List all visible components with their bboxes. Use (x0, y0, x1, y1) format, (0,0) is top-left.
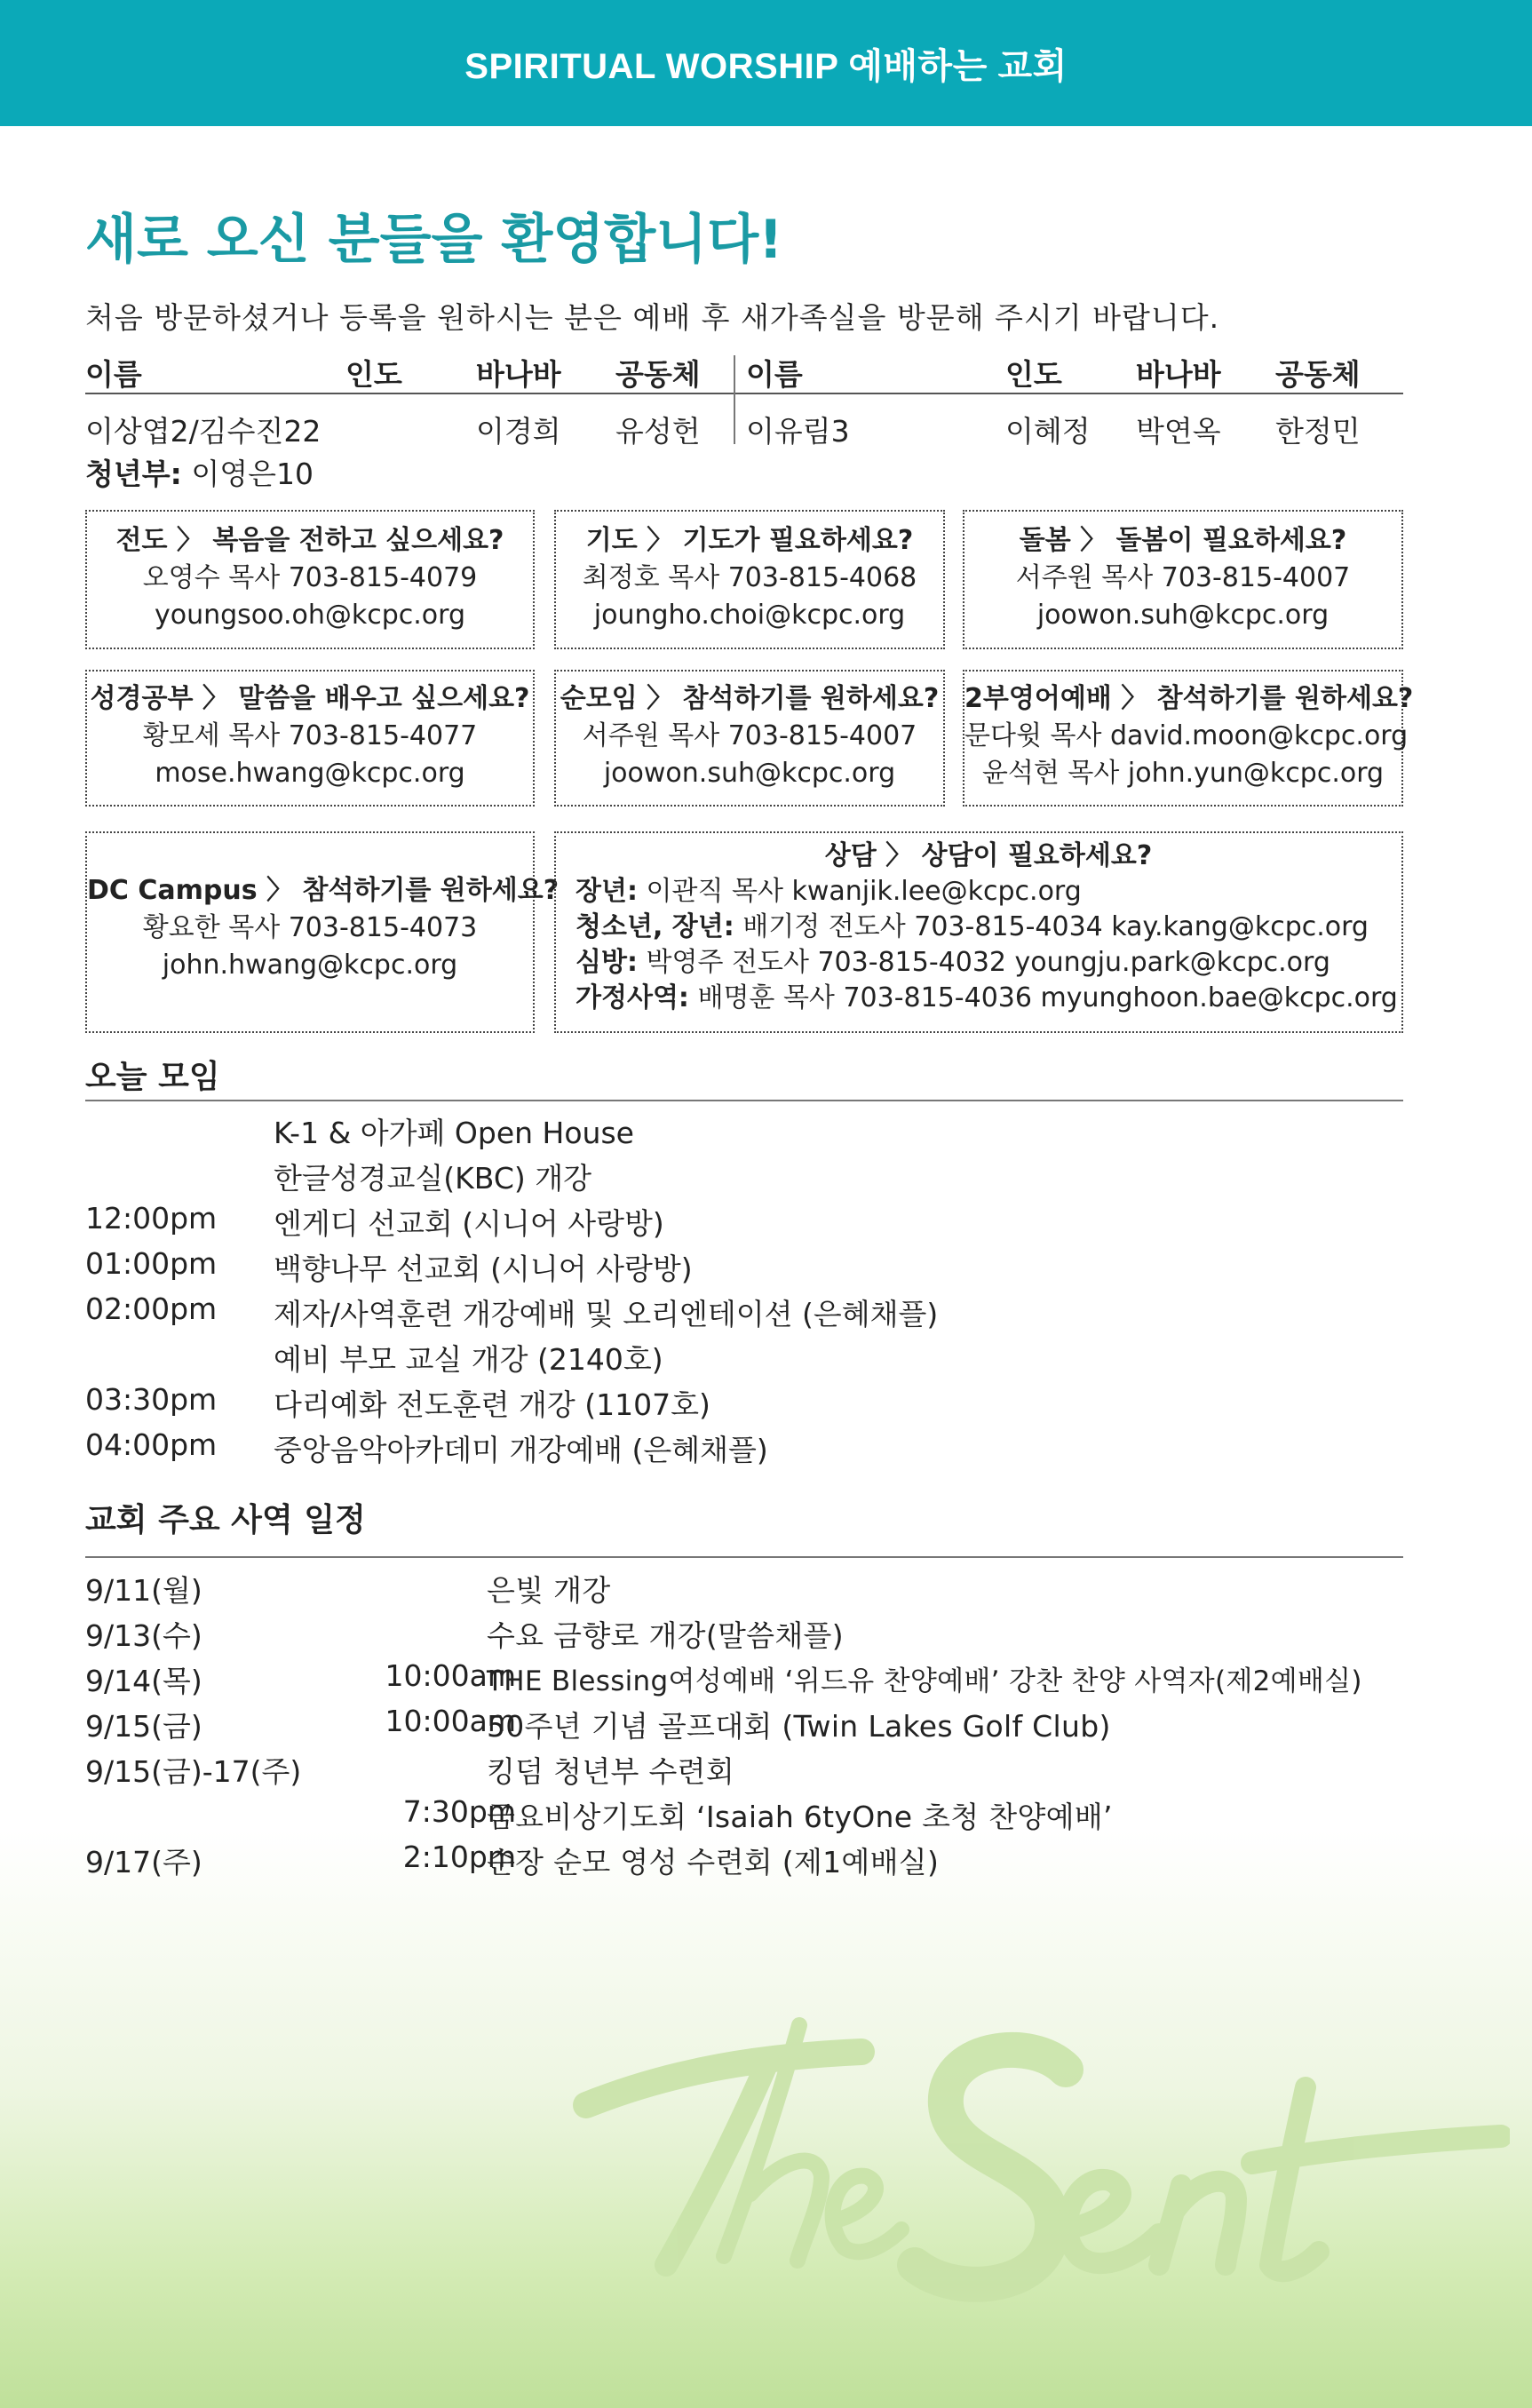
schedule-event: 킹덤 청년부 수련회 (487, 1754, 735, 1789)
contact-title: 상담 〉 상담이 필요하세요? (824, 840, 1153, 871)
table-row (85, 348, 1403, 449)
counsel-text: 배명훈 목사 703-815-4036 myunghoon.bae@kcpc.org (697, 982, 1398, 1013)
meeting-event: 제자/사역훈련 개강예배 및 오리엔테이션 (은혜채플) (274, 1297, 939, 1331)
header-bar (0, 0, 1532, 126)
contact-phone: 오영수 목사 703-815-4079 (142, 562, 478, 593)
youth-value: 이영은10 (191, 457, 314, 491)
contact-title: 순모임 〉 참석하기를 원하세요? (560, 683, 940, 714)
youth-row (85, 451, 314, 493)
schedule-title: 교회 주요 사역 일정 (85, 1502, 366, 1538)
contact-box-evangelism (85, 510, 535, 649)
header-title: SPIRITUAL WORSHIP 예배하는 교회 (464, 46, 1068, 86)
counsel-label: 심방: (575, 947, 638, 978)
meeting-time: 12:00pm (85, 1201, 218, 1236)
schedule-date: 9/15(금) (85, 1709, 202, 1744)
meeting-event: 백향나무 선교회 (시니어 사랑방) (274, 1252, 693, 1286)
meeting-event: 엔게디 선교회 (시니어 사랑방) (274, 1206, 664, 1241)
meeting-time: 02:00pm (85, 1291, 218, 1326)
contact-box-english-service (963, 670, 1414, 807)
counsel-row (575, 910, 1401, 945)
meeting-time: 03:30pm (85, 1382, 218, 1417)
schedule-time: 2:10pm (402, 1840, 516, 1874)
youth-label: 청년부: (85, 457, 182, 491)
meeting-time: 04:00pm (85, 1427, 218, 1462)
contact-email[interactable]: 윤석현 목사 john.yun@kcpc.org (981, 758, 1385, 789)
meeting-event: 다리예화 전도훈련 개강 (1107호) (274, 1387, 710, 1422)
schedule-event: 금요비상기도회 ‘Isaiah 6tyOne 초청 찬양예배’ (487, 1800, 1113, 1834)
contact-email[interactable]: john.hwang@kcpc.org (162, 950, 458, 981)
meetings-title: 오늘 모임 (85, 1059, 220, 1095)
schedule-time: 7:30pm (402, 1794, 516, 1829)
row-guide-2: 이혜정 (1005, 414, 1091, 449)
counsel-label: 청소년, 장년: (575, 911, 734, 942)
meeting-event: 예비 부모 교실 개강 (2140호) (274, 1342, 663, 1377)
counsel-text: 이관직 목사 kwanjik.lee@kcpc.org (646, 876, 1082, 907)
contact-phone: 서주원 목사 703-815-4007 (582, 720, 917, 751)
the-sent-logo (568, 1972, 1510, 2345)
welcome-note: 처음 방문하셨거나 등록을 원하시는 분은 예배 후 새가족실을 방문해 주시기 바랍니다. (85, 300, 1220, 335)
contact-email[interactable]: youngsoo.oh@kcpc.org (154, 600, 466, 631)
contact-title: 전도 〉 복음을 전하고 싶으세요? (115, 525, 504, 556)
meeting-time: 01:00pm (85, 1246, 218, 1281)
meeting-event: 한글성경교실(KBC) 개강 (274, 1161, 592, 1196)
counsel-row (575, 874, 1401, 910)
meetings-rule (85, 1100, 1403, 1101)
schedule-date: 9/13(수) (85, 1618, 202, 1653)
col-barnabas-2: 바나바 (1136, 357, 1221, 392)
new-comers-table (85, 348, 1403, 491)
contact-email[interactable]: mose.hwang@kcpc.org (155, 758, 465, 789)
contact-title: 돌봄 〉 돌봄이 필요하세요? (1019, 525, 1347, 556)
contact-box-cell-group (554, 670, 945, 807)
schedule-date: 9/14(목) (85, 1664, 202, 1698)
counsel-row (575, 945, 1401, 981)
row-barnabas: 이경희 (476, 414, 561, 449)
row-name: 이상엽2/김수진22 (85, 414, 321, 449)
counsel-text: 박영주 전도사 703-815-4032 youngju.park@kcpc.org (646, 947, 1330, 978)
counsel-row (575, 981, 1401, 1016)
schedule-date: 9/11(월) (85, 1573, 202, 1608)
schedule-event: 순장 순모 영성 수련회 (제1예배실) (487, 1845, 940, 1880)
contact-title: 성경공부 〉 말씀을 배우고 싶으세요? (90, 683, 530, 714)
contact-box-prayer (554, 510, 945, 649)
contact-box-bible-study (85, 670, 535, 807)
meeting-event: K-1 & 아가페 Open House (274, 1116, 634, 1150)
counsel-label: 가정사역: (575, 982, 689, 1013)
contact-phone: 최정호 목사 703-815-4068 (582, 562, 917, 593)
contact-title: 2부영어예배 〉 참석하기를 원하세요? (964, 683, 1414, 714)
schedule-event: 은빛 개강 (487, 1573, 611, 1608)
contact-phone: 황요한 목사 703-815-4073 (142, 912, 478, 943)
contact-email[interactable]: joungho.choi@kcpc.org (593, 600, 906, 631)
schedule-time: 10:00am (385, 1704, 516, 1738)
contact-title: DC Campus 〉 참석하기를 원하세요? (87, 875, 560, 906)
contact-phone: 황모세 목사 703-815-4077 (142, 720, 478, 751)
row-barnabas-2: 박연옥 (1136, 414, 1221, 449)
col-name: 이름 (85, 357, 142, 392)
contact-box-care (963, 510, 1403, 649)
schedule-date: 9/17(주) (85, 1845, 202, 1880)
row-name-2: 이유림3 (746, 414, 850, 449)
contact-box-dc-campus (85, 831, 560, 1033)
welcome-title: 새로 오신 분들을 환영합니다! (85, 209, 783, 271)
contact-email[interactable]: joowon.suh@kcpc.org (603, 758, 896, 789)
schedule-event: THE Blessing여성예배 ‘위드유 찬양예배’ 강찬 찬양 사역자(제2예배실) (487, 1665, 1362, 1697)
row-community: 유성헌 (615, 414, 701, 449)
contact-email[interactable]: joowon.suh@kcpc.org (1036, 600, 1330, 631)
contact-phone: 서주원 목사 703-815-4007 (1015, 562, 1351, 593)
counsel-label: 장년: (575, 876, 638, 907)
schedule-date: 9/15(금)-17(주) (85, 1754, 302, 1789)
schedule-event: 50주년 기념 골프대회 (Twin Lakes Golf Club) (487, 1709, 1111, 1744)
contact-box-counseling (554, 831, 1403, 1033)
col-guide: 인도 (345, 357, 402, 392)
schedule-rule (85, 1556, 1403, 1558)
meeting-event: 중앙음악아카데미 개강예배 (은혜채플) (274, 1433, 768, 1467)
col-name-2: 이름 (746, 357, 803, 392)
row-community-2: 한정민 (1275, 414, 1361, 449)
col-barnabas: 바나바 (476, 357, 561, 392)
contact-email[interactable]: 문다윗 목사 david.moon@kcpc.org (964, 720, 1409, 751)
schedule-event: 수요 금향로 개강(말씀채플) (487, 1618, 844, 1653)
col-guide-2: 인도 (1005, 357, 1062, 392)
col-community-2: 공동체 (1275, 357, 1361, 392)
counsel-text: 배기정 전도사 703-815-4034 kay.kang@kcpc.org (742, 911, 1369, 942)
col-community: 공동체 (615, 357, 701, 392)
schedule-time: 10:00am (385, 1658, 516, 1693)
contact-title: 기도 〉 기도가 필요하세요? (585, 525, 914, 556)
